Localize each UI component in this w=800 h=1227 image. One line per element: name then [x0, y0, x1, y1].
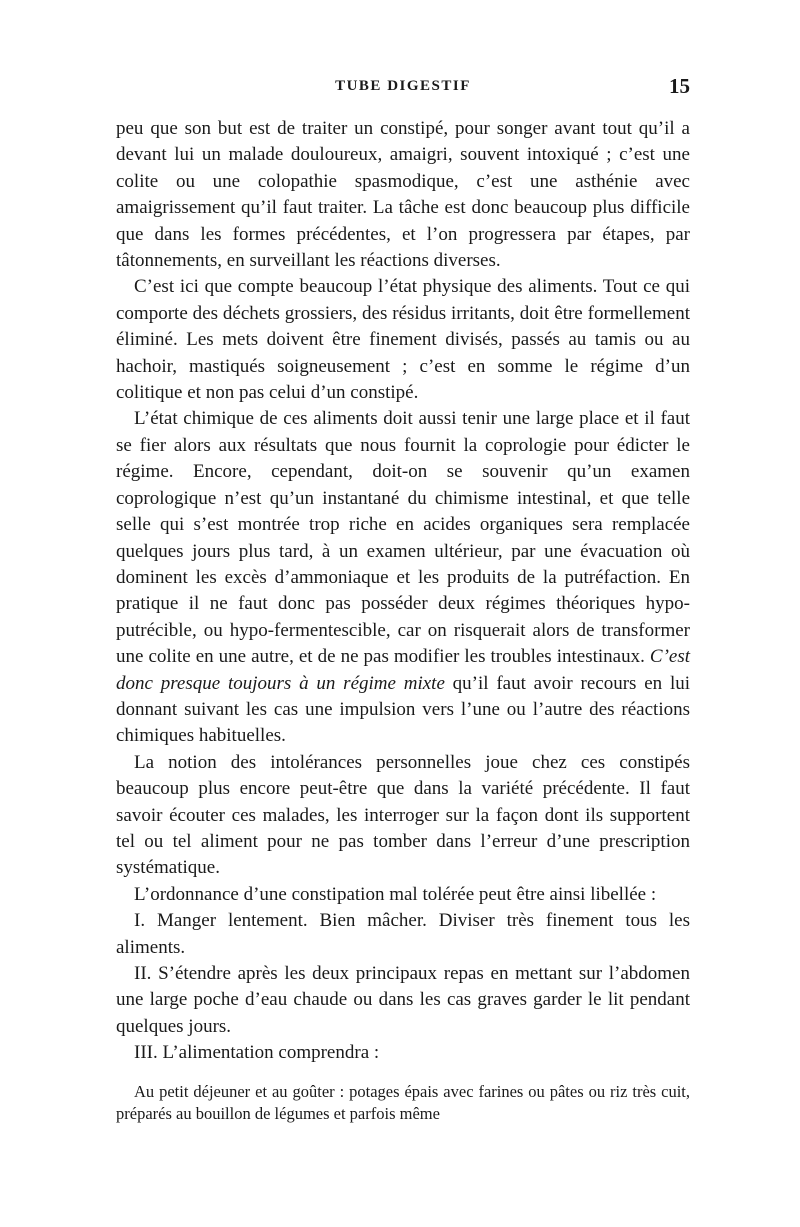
- paragraph-intolerances: La notion des intolérances personnelles joue chez ces constipés beaucoup plus encore peut-être que dans la variété précédente. Il faut savoir écouter ces malades, les interroger sur la façon dont ils supportent tel ou tel aliment pour ne pas tomber dans l’erreur d’une prescription systématique.: [116, 751, 690, 879]
- list-item-1: I. Manger lentement. Bien mâcher. Diviser très finement tous les aliments.: [116, 910, 690, 958]
- paragraph-continuation: peu que son but est de traiter un constipé, pour songer avant tout qu’il a devant lui un malade douloureux, amaigri, souvent intoxiqué ; c’est une colite ou une colopathie spasmodique, c’est une asthénie avec amaigrissement qu’il faut traiter. La tâche est donc beaucoup plus difficile que dans les formes précédentes, et l’on progressera par étapes, par tâtonnements, en surveillant les réactions diverses.: [116, 118, 690, 272]
- page-number: 15: [669, 74, 690, 98]
- body-text: [116, 116, 690, 1067]
- emphasis-mixed-diet: C’est donc presque toujours à un régime mixte: [116, 646, 690, 694]
- running-title: TUBE DIGESTIF: [335, 78, 471, 94]
- paragraph-physical-state: C’est ici que compte beaucoup l’état physique des aliments. Tout ce qui comporte des déchets grossiers, des résidus irritants, doit être formellement éliminé. Les mets doivent être finement divisés, passés au tamis ou au hachoir, mastiqués soigneusement ; c’est en somme le régime d’un colitique et non pas celui d’un constipé.: [116, 276, 690, 404]
- list-item-2: II. S’étendre après les deux principaux repas en mettant sur l’abdomen une large poche d’eau chaude ou dans les cas graves garder le lit pendant quelques jours.: [116, 963, 690, 1037]
- small-print-paragraph: Au petit déjeuner et au goûter : potages épais avec farines ou pâtes ou riz très cuit, préparés au bouillon de légumes et parfois même: [116, 1081, 690, 1123]
- running-head: [116, 60, 690, 100]
- paragraph-prescription: L’ordonnance d’une constipation mal tolérée peut être ainsi libellée :: [134, 883, 657, 905]
- paragraph-chemical-state: L’état chimique de ces aliments doit aussi tenir une large place et il faut se fier alors aux résultats que nous fournit la coprologie pour édicter le régime. Encore, cependant, doit-on se souvenir qu’un examen coprologique n’est qu’un instantané du chimisme intestinal, et que telle selle qui s’est montrée trop riche en acides organiques sera remplacée quelques jours plus tard, à un examen ultérieur, par une évacuation où dominent les excès d’ammoniaque et les produits de la putréfaction. En pratique il ne faut donc pas posséder deux régimes théoriques hypo-putrécible, ou hypo-fermentescible, car on risquerait alors de transformer une colite en une autre, et de ne pas modifier les troubles intestinaux. C’est donc presque toujours à un régime mixte qu’il faut avoir recours en lui donnant suivant les cas une impulsion vers l’une ou l’autre des réactions chimiques habituelles.: [116, 408, 691, 747]
- small-print-section: [116, 1081, 690, 1125]
- list-item-3: III. L’alimentation comprendra :: [134, 1042, 380, 1064]
- book-page: [116, 60, 690, 1125]
